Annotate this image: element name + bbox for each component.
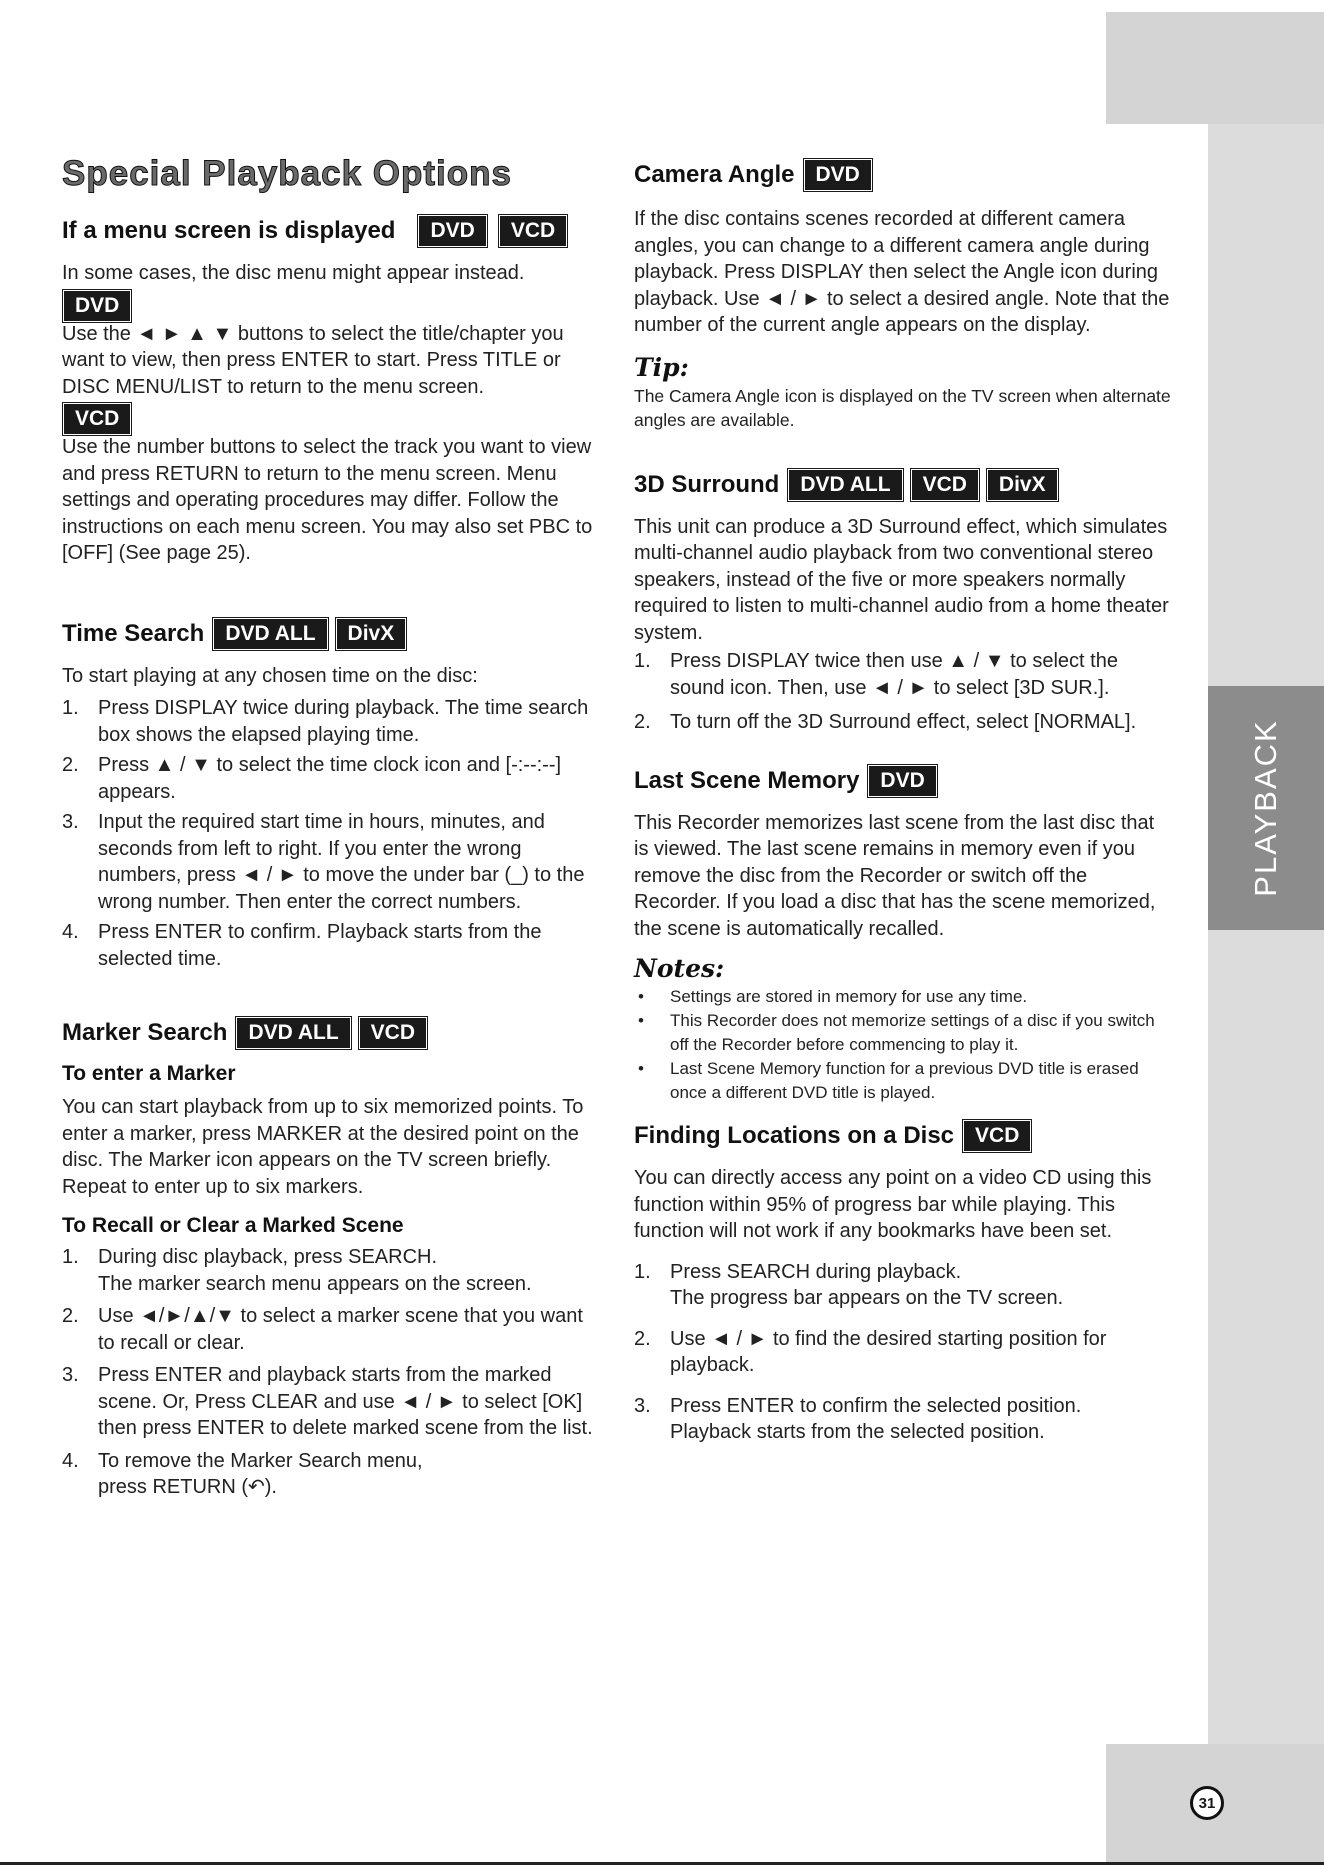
surround-heading-text: 3D Surround: [634, 470, 780, 498]
last-scene-heading-text: Last Scene Memory: [634, 766, 860, 794]
list-item: [62, 919, 602, 972]
finding-locations-heading-text: Finding Locations on a Disc: [634, 1122, 955, 1149]
finding-locations-heading: [634, 1121, 1174, 1151]
step-number: 1.: [62, 1246, 79, 1268]
badge-dvd: DVD: [805, 160, 871, 190]
sidebar-strip: [1208, 124, 1324, 1744]
enter-marker-text: You can start playback from up to six memorized points. To enter a marker, press MARKER at the desired point on the disc. The Marker icon appears on the TV screen briefly. Repeat to enter up to six markers.: [62, 1096, 584, 1198]
list-item: [634, 648, 1174, 701]
list-item: [62, 1303, 602, 1356]
time-search-heading-text: Time Search: [62, 619, 205, 647]
list-item: [62, 695, 602, 748]
menu-screen-heading: [62, 216, 602, 246]
step-number: 3.: [62, 811, 79, 833]
step-text: Press ENTER and playback starts from the marked scene. Or, Press CLEAR and use ◄ / ► to select [OK] then press ENTER to delete marked scene from the list.: [98, 1364, 593, 1439]
badge-dvd-sub: DVD: [64, 291, 130, 321]
step-text: Press ▲ / ▼ to select the time clock icon and [-:--:--] appears.: [98, 754, 562, 803]
time-search-heading: [62, 619, 602, 649]
badge-divx: DivX: [337, 619, 406, 649]
step-number: 1.: [634, 650, 651, 672]
badge-dvd-all: DVD ALL: [214, 619, 326, 649]
list-item: [634, 1259, 1174, 1312]
marker-search-heading-text: Marker Search: [62, 1019, 228, 1046]
camera-angle-text: If the disc contains scenes recorded at different camera angles, you can change to a different camera angle during playback. Press DISPLAY then select the Angle icon during playback. Use ◄ / ► to select a desired angle. Note that the number of the current angle appears on the display.: [634, 208, 1170, 336]
notes-list: [634, 985, 1174, 1105]
step-text: Input the required start time in hours, minutes, and seconds from left to right. If you enter the wrong numbers, press ◄ / ► to move the under bar (_) to the wrong number. Then enter the correct numbers.: [98, 811, 585, 913]
step-number: 3.: [634, 1394, 651, 1417]
step-text-2: press RETURN (↶).: [98, 1476, 277, 1498]
list-item: • Settings are stored in memory for use any time.: [634, 985, 1174, 1009]
step-text-2: The marker search menu appears on the screen.: [98, 1272, 532, 1295]
menu-screen-vcd-text: Use the number buttons to select the track you want to view and press RETURN to return to the menu screen. Menu settings and operating procedures may differ. Follow the instructions on each menu screen. You may also set PBC to [OFF] (See page 25).: [62, 436, 593, 564]
list-item: [62, 809, 602, 915]
list-item: • Last Scene Memory function for a previous DVD title is erased once a different DVD title is played.: [634, 1057, 1174, 1105]
step-number: 1.: [62, 697, 79, 719]
list-item: • This Recorder does not memorize settings of a disc if you switch off the Recorder before commencing to play it.: [634, 1009, 1174, 1057]
list-item: [634, 1393, 1174, 1446]
step-text-2: Playback starts from the selected position.: [670, 1421, 1045, 1443]
list-item: [62, 1448, 602, 1501]
page-title: Special Playback Options: [62, 154, 512, 193]
menu-screen-heading-text: If a menu screen is displayed: [62, 217, 396, 244]
step-text: Use ◄ / ► to find the desired starting position for playback.: [670, 1327, 1107, 1376]
time-search-steps: [62, 695, 602, 972]
step-text: To turn off the 3D Surround effect, select [NORMAL].: [670, 711, 1137, 733]
surround-text: This unit can produce a 3D Surround effect, which simulates multi-channel audio playback from two conventional stereo speakers, instead of the five or more speakers normally required to listen to multi-channel audio from a home theater system.: [634, 515, 1169, 644]
list-item: [62, 752, 602, 805]
camera-angle-heading-text: Camera Angle: [634, 161, 795, 188]
recall-marker-subheading: To Recall or Clear a Marked Scene: [62, 1214, 404, 1237]
step-number: 2.: [634, 1327, 651, 1350]
tip-text: The Camera Angle icon is displayed on the TV screen when alternate angles are available.: [634, 385, 1171, 430]
step-number: 4.: [62, 1449, 79, 1472]
badge-dvd: DVD: [419, 216, 485, 246]
marker-search-heading: [62, 1018, 602, 1048]
badge-dvd-all: DVD ALL: [789, 470, 901, 500]
step-number: 4.: [62, 921, 79, 943]
menu-screen-intro: In some cases, the disc menu might appear instead.: [62, 262, 525, 284]
bottom-rule: [0, 1862, 1324, 1865]
last-scene-heading: [634, 766, 1174, 796]
badge-divx: DivX: [988, 470, 1057, 500]
step-text: Press DISPLAY twice during playback. The time search box shows the elapsed playing time.: [98, 697, 589, 746]
marker-search-steps: [62, 1244, 602, 1501]
badge-dvd-all: DVD ALL: [237, 1018, 349, 1048]
right-column: [634, 150, 1174, 1446]
step-text: To remove the Marker Search menu,: [98, 1449, 423, 1472]
sidebar-top-block: [1106, 12, 1324, 124]
page-number: 31: [1190, 1786, 1224, 1820]
step-number: 2.: [62, 1305, 79, 1327]
surround-steps: [634, 648, 1174, 736]
step-number: 3.: [62, 1364, 79, 1386]
camera-angle-heading: [634, 160, 1174, 190]
step-text: Press ENTER to confirm. Playback starts from the selected time.: [98, 921, 542, 970]
finding-locations-text: You can directly access any point on a video CD using this function within 95% of progress bar while playing. This function will not work if any bookmarks have been set.: [634, 1167, 1152, 1242]
step-text: During disc playback, press SEARCH.: [98, 1246, 438, 1268]
step-text: Use ◄/►/▲/▼ to select a marker scene that you want to recall or clear.: [98, 1305, 583, 1354]
last-scene-text: This Recorder memorizes last scene from the last disc that is viewed. The last scene remains in memory even if you remove the disc from the Recorder or switch off the Recorder. If you load a disc that has the scene memorized, the scene is automatically recalled.: [634, 811, 1156, 940]
step-number: 2.: [62, 754, 79, 776]
list-item: [634, 1326, 1174, 1379]
list-item: [634, 709, 1174, 736]
step-text-2: The progress bar appears on the TV screen.: [670, 1287, 1064, 1309]
tip-label: Tip:: [634, 352, 689, 382]
step-text: Press ENTER to confirm the selected position.: [670, 1394, 1082, 1417]
badge-vcd: VCD: [360, 1018, 426, 1048]
time-search-intro: To start playing at any chosen time on the disc:: [62, 664, 478, 687]
step-number: 2.: [634, 711, 651, 733]
finding-locations-steps: [634, 1259, 1174, 1446]
step-text: Press DISPLAY twice then use ▲ / ▼ to select the sound icon. Then, use ◄ / ► to select [3D SUR.].: [670, 650, 1118, 699]
badge-vcd-sub: VCD: [64, 404, 130, 434]
list-item: [62, 1244, 602, 1297]
step-number: 1.: [634, 1260, 651, 1283]
step-text: Press SEARCH during playback.: [670, 1260, 962, 1283]
badge-vcd: VCD: [964, 1121, 1030, 1151]
surround-heading: [634, 470, 1174, 500]
menu-screen-dvd-text: Use the ◄ ► ▲ ▼ buttons to select the title/chapter you want to view, then press ENTER to start. Press TITLE or DISC MENU/LIST to return to the menu screen.: [62, 322, 564, 398]
left-column: [62, 150, 602, 1501]
badge-dvd: DVD: [869, 766, 935, 796]
section-tab-label: PLAYBACK: [1248, 719, 1283, 897]
notes-label: Notes:: [634, 954, 725, 983]
badge-vcd: VCD: [500, 216, 566, 246]
enter-marker-subheading: To enter a Marker: [62, 1062, 236, 1085]
badge-vcd: VCD: [912, 470, 978, 500]
list-item: [62, 1362, 602, 1442]
